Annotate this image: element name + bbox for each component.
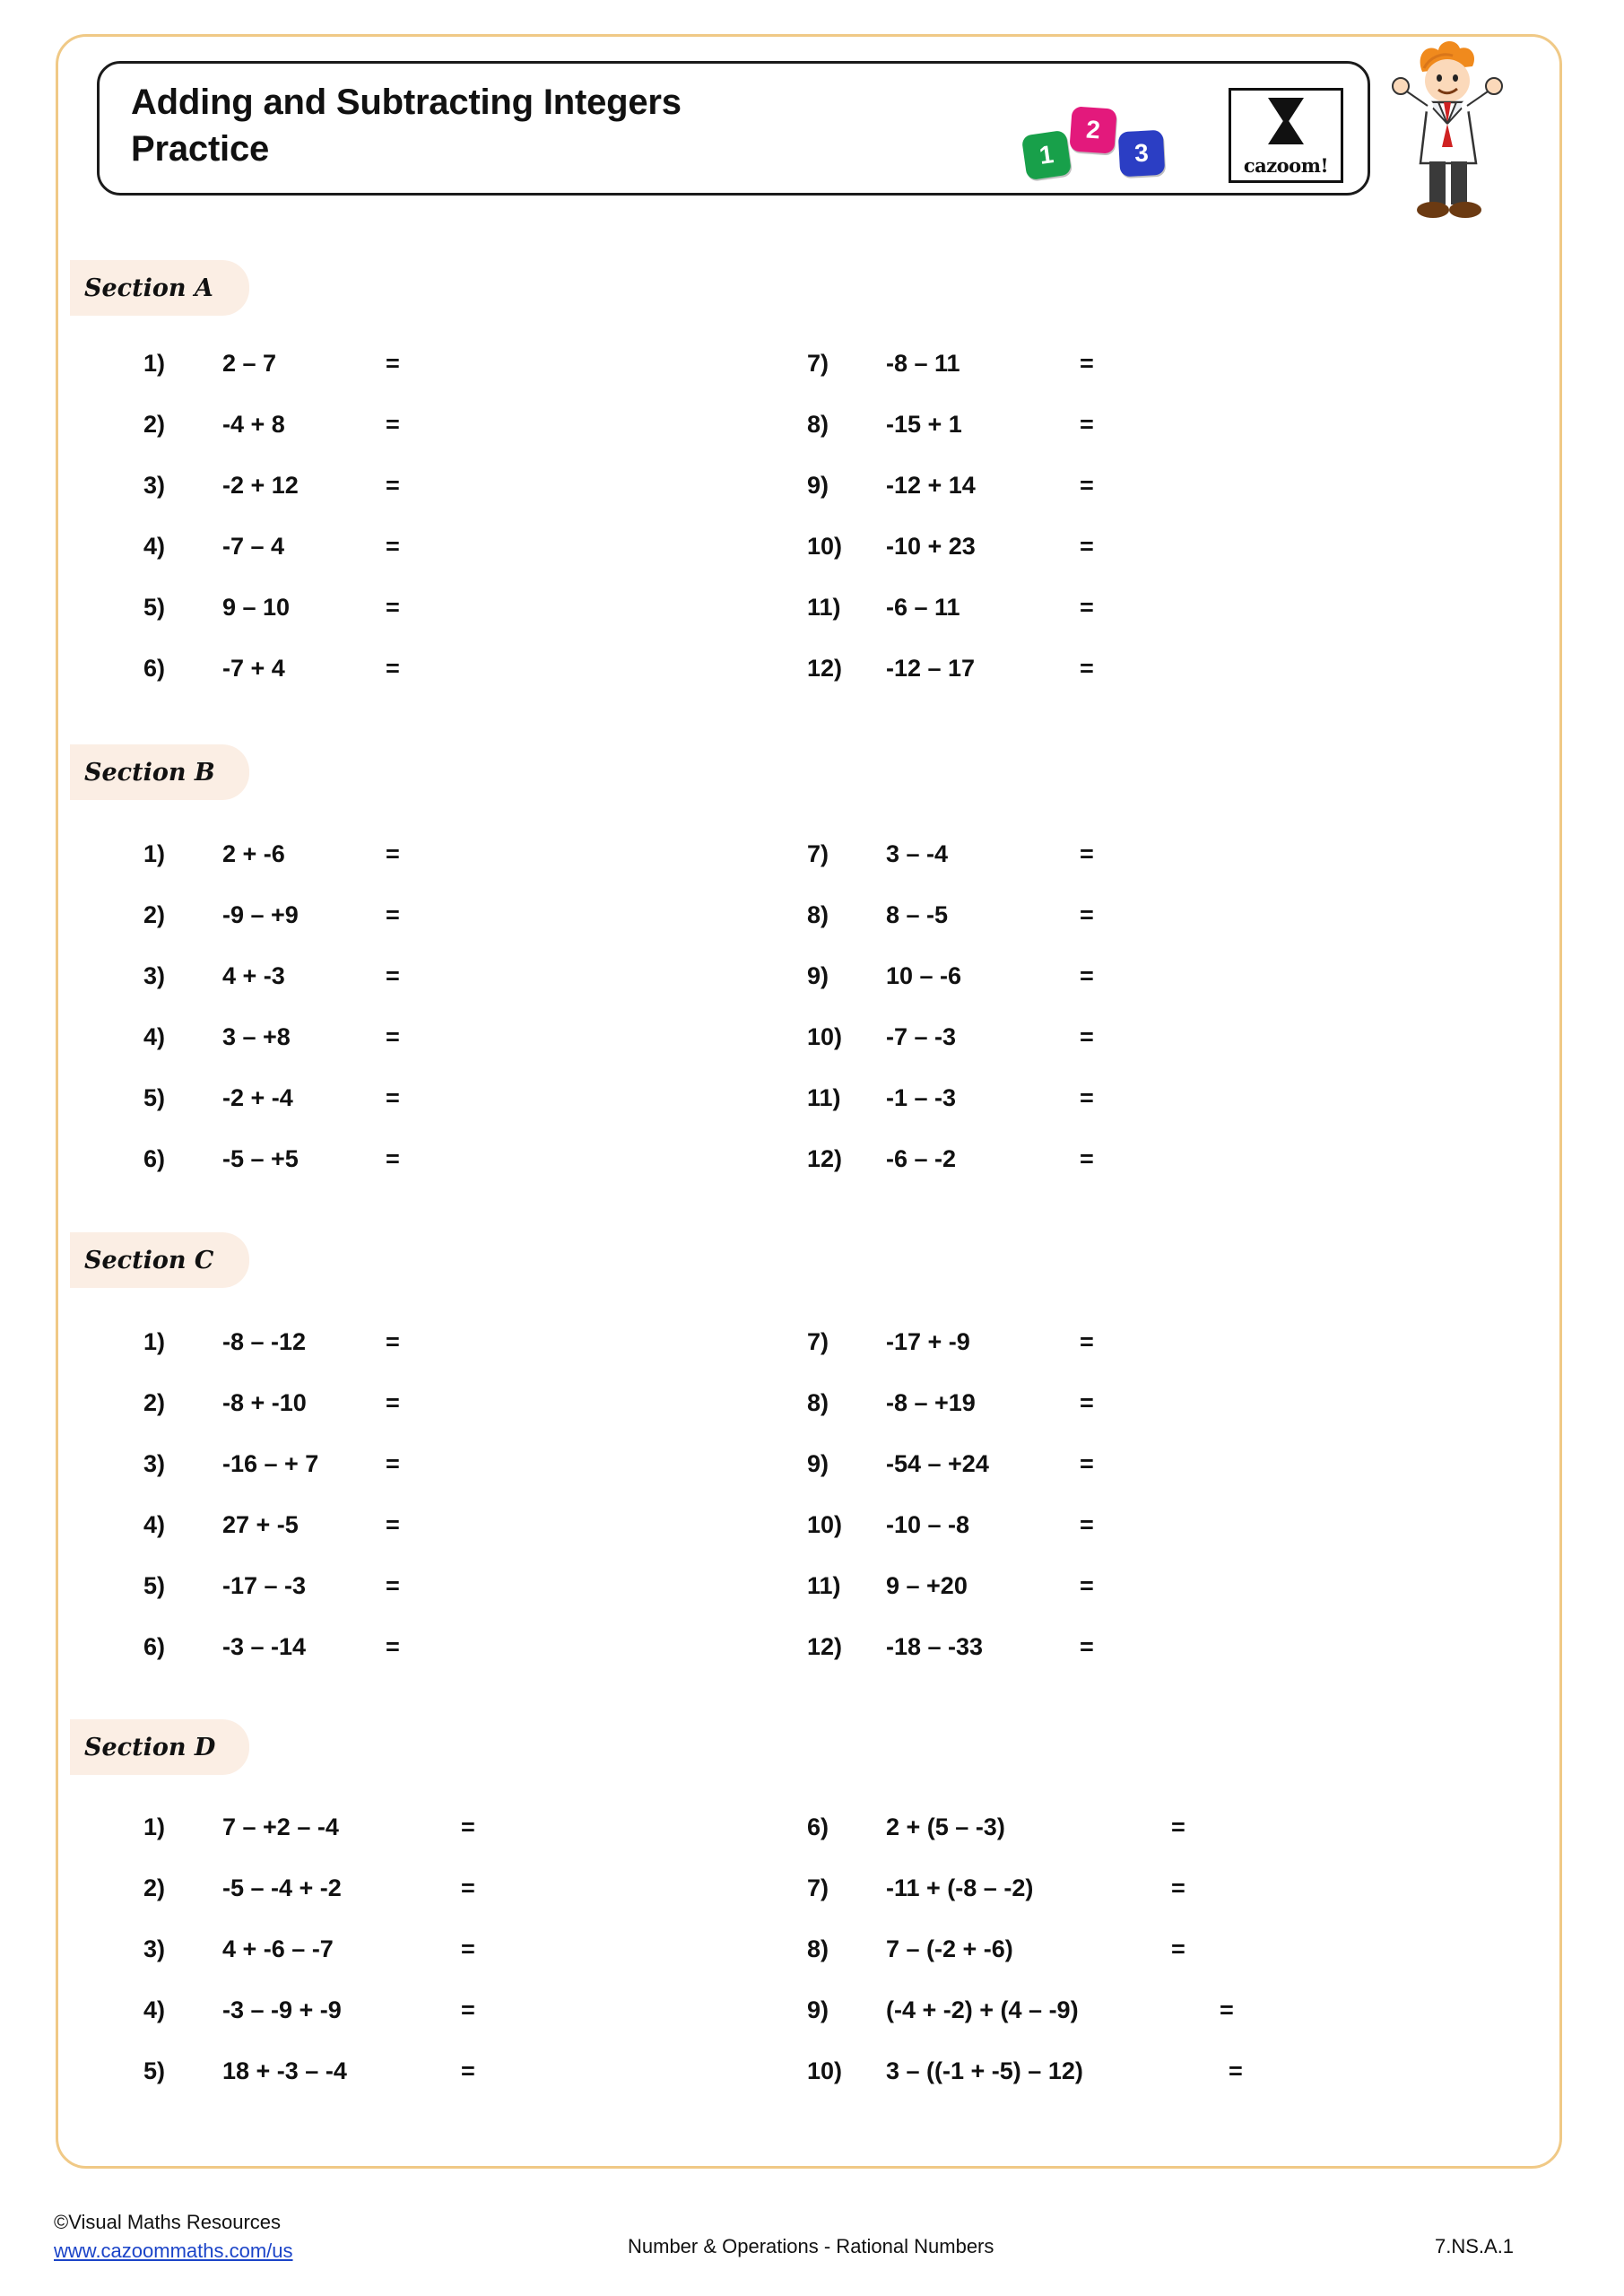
question-expression: 3 – +8 [222,1023,291,1050]
question-number: 4) [143,1996,166,2023]
equals-sign: = [386,350,400,377]
section-b-label: Section B [84,759,215,787]
question-number: 11) [807,1084,841,1111]
question-number: 12) [807,1633,843,1660]
number-blocks-graphic [1024,106,1185,183]
equals-sign: = [461,2057,475,2084]
question-expression: -6 – 11 [886,594,960,621]
equals-sign: = [386,533,400,560]
question-number: 4) [143,1511,166,1538]
question-number: 11) [807,1572,841,1599]
question-number: 6) [143,655,166,682]
equals-sign: = [1080,655,1094,682]
equals-sign: = [386,655,400,682]
equals-sign: = [1229,2057,1243,2084]
question-expression: -10 – -8 [886,1511,970,1538]
question-number: 12) [807,655,843,682]
question-expression: 27 + -5 [222,1511,299,1538]
question-expression: 2 – 7 [222,350,277,377]
question-expression: -6 – -2 [886,1145,957,1172]
question-expression: -18 – -33 [886,1633,984,1660]
number-block-1: 1 [1021,130,1072,180]
question-expression: -17 + -9 [886,1328,970,1355]
question-number: 10) [807,1023,843,1050]
question-number: 7) [807,840,829,867]
equals-sign: = [386,1450,400,1477]
equals-sign: = [386,1633,400,1660]
equals-sign: = [386,594,400,621]
question-expression: 2 + -6 [222,840,285,867]
question-expression: -3 – -14 [222,1633,307,1660]
question-number: 2) [143,901,166,928]
equals-sign: = [1080,1328,1094,1355]
equals-sign: = [386,1084,400,1111]
equals-sign: = [386,1328,400,1355]
question-expression: -10 + 23 [886,533,976,560]
equals-sign: = [1080,350,1094,377]
page-title: Adding and Subtracting Integers Practice [131,83,682,169]
question-number: 1) [143,1328,166,1355]
question-expression: -9 – +9 [222,901,299,928]
equals-sign: = [1080,411,1094,438]
question-number: 5) [143,1084,166,1111]
question-expression: -7 – 4 [222,533,285,560]
equals-sign: = [1080,1023,1094,1050]
question-expression: -2 + 12 [222,472,299,499]
question-expression: -8 – -12 [222,1328,307,1355]
question-number: 3) [143,962,166,989]
copyright-text: ©Visual Maths Resources [54,2211,282,2233]
question-expression: 18 + -3 – -4 [222,2057,347,2084]
question-expression: -12 + 14 [886,472,976,499]
question-number: 7) [807,350,829,377]
question-number: 6) [807,1813,829,1840]
scientist-mascot-icon [1388,38,1505,235]
number-block-2: 2 [1069,106,1116,153]
cazoom-logo [1229,88,1343,183]
question-number: 7) [807,1874,829,1901]
equals-sign: = [1080,1633,1094,1660]
equals-sign: = [1080,1389,1094,1416]
section-b-tab [70,744,249,800]
question-number: 5) [143,1572,166,1599]
equals-sign: = [1080,840,1094,867]
question-expression: -1 – -3 [886,1084,957,1111]
section-d-label: Section D [84,1734,216,1761]
question-expression: -15 + 1 [886,411,962,438]
equals-sign: = [386,1511,400,1538]
question-expression: -8 + -10 [222,1389,307,1416]
question-number: 2) [143,1389,166,1416]
question-number: 1) [143,1813,166,1840]
hourglass-icon [1268,98,1304,144]
question-number: 2) [143,411,166,438]
equals-sign: = [1080,1450,1094,1477]
question-number: 11) [807,594,841,621]
question-expression: 7 – (-2 + -6) [886,1935,1013,1962]
question-number: 9) [807,1450,829,1477]
question-number: 8) [807,901,829,928]
question-expression: 9 – 10 [222,594,291,621]
question-expression: 2 + (5 – -3) [886,1813,1005,1840]
equals-sign: = [461,1996,475,2023]
equals-sign: = [1171,1874,1185,1901]
section-c-tab [70,1232,249,1288]
question-number: 8) [807,1935,829,1962]
equals-sign: = [461,1935,475,1962]
equals-sign: = [1080,472,1094,499]
question-number: 1) [143,350,166,377]
question-number: 6) [143,1633,166,1660]
equals-sign: = [386,1023,400,1050]
number-block-3: 3 [1118,130,1166,178]
equals-sign: = [1080,901,1094,928]
equals-sign: = [386,962,400,989]
question-number: 10) [807,533,843,560]
question-number: 9) [807,962,829,989]
question-number: 4) [143,533,166,560]
question-number: 9) [807,1996,829,2023]
question-expression: 4 + -6 – -7 [222,1935,334,1962]
footer-left [54,2208,293,2266]
question-expression: (-4 + -2) + (4 – -9) [886,1996,1079,2023]
question-number: 4) [143,1023,166,1050]
equals-sign: = [386,1145,400,1172]
question-expression: -7 + 4 [222,655,285,682]
equals-sign: = [386,411,400,438]
question-number: 5) [143,2057,166,2084]
equals-sign: = [1080,1084,1094,1111]
question-number: 12) [807,1145,843,1172]
equals-sign: = [461,1813,475,1840]
question-number: 7) [807,1328,829,1355]
equals-sign: = [1080,1572,1094,1599]
question-expression: -7 – -3 [886,1023,957,1050]
question-expression: -54 – +24 [886,1450,989,1477]
logo-wordmark: cazoom! [1243,154,1329,177]
question-expression: 9 – +20 [886,1572,968,1599]
section-c-label: Section C [84,1247,214,1274]
equals-sign: = [1171,1813,1185,1840]
equals-sign: = [1080,594,1094,621]
question-number: 1) [143,840,166,867]
question-number: 8) [807,411,829,438]
footer-standard-code: 7.NS.A.1 [1435,2235,1515,2257]
question-expression: -4 + 8 [222,411,285,438]
question-number: 10) [807,1511,843,1538]
equals-sign: = [1080,533,1094,560]
question-number: 10) [807,2057,843,2084]
question-number: 6) [143,1145,166,1172]
question-expression: -5 – +5 [222,1145,299,1172]
question-expression: -16 – + 7 [222,1450,319,1477]
equals-sign: = [386,901,400,928]
question-expression: 3 – ((-1 + -5) – 12) [886,2057,1083,2084]
equals-sign: = [461,1874,475,1901]
question-expression: -5 – -4 + -2 [222,1874,342,1901]
section-a-tab [70,260,249,316]
equals-sign: = [1080,1511,1094,1538]
question-number: 8) [807,1389,829,1416]
section-a-label: Section A [84,274,213,302]
equals-sign: = [386,472,400,499]
question-expression: -11 + (-8 – -2) [886,1874,1034,1901]
question-expression: -2 + -4 [222,1084,293,1111]
section-d-tab [70,1719,249,1775]
question-number: 3) [143,1935,166,1962]
website-link[interactable]: www.cazoommaths.com/us [54,2239,293,2262]
equals-sign: = [386,1572,400,1599]
question-expression: 8 – -5 [886,901,949,928]
question-expression: 4 + -3 [222,962,285,989]
equals-sign: = [1080,1145,1094,1172]
question-expression: -12 – 17 [886,655,976,682]
question-expression: -8 – 11 [886,350,960,377]
equals-sign: = [386,1389,400,1416]
equals-sign: = [386,840,400,867]
question-number: 3) [143,1450,166,1477]
equals-sign: = [1080,962,1094,989]
question-number: 3) [143,472,166,499]
question-number: 5) [143,594,166,621]
question-expression: -3 – -9 + -9 [222,1996,342,2023]
question-number: 9) [807,472,829,499]
question-number: 2) [143,1874,166,1901]
footer-topic: Number & Operations - Rational Numbers [628,2235,994,2257]
equals-sign: = [1171,1935,1185,1962]
question-expression: 7 – +2 – -4 [222,1813,339,1840]
equals-sign: = [1220,1996,1234,2023]
question-expression: -8 – +19 [886,1389,976,1416]
question-expression: -17 – -3 [222,1572,307,1599]
question-expression: 10 – -6 [886,962,962,989]
question-expression: 3 – -4 [886,840,949,867]
